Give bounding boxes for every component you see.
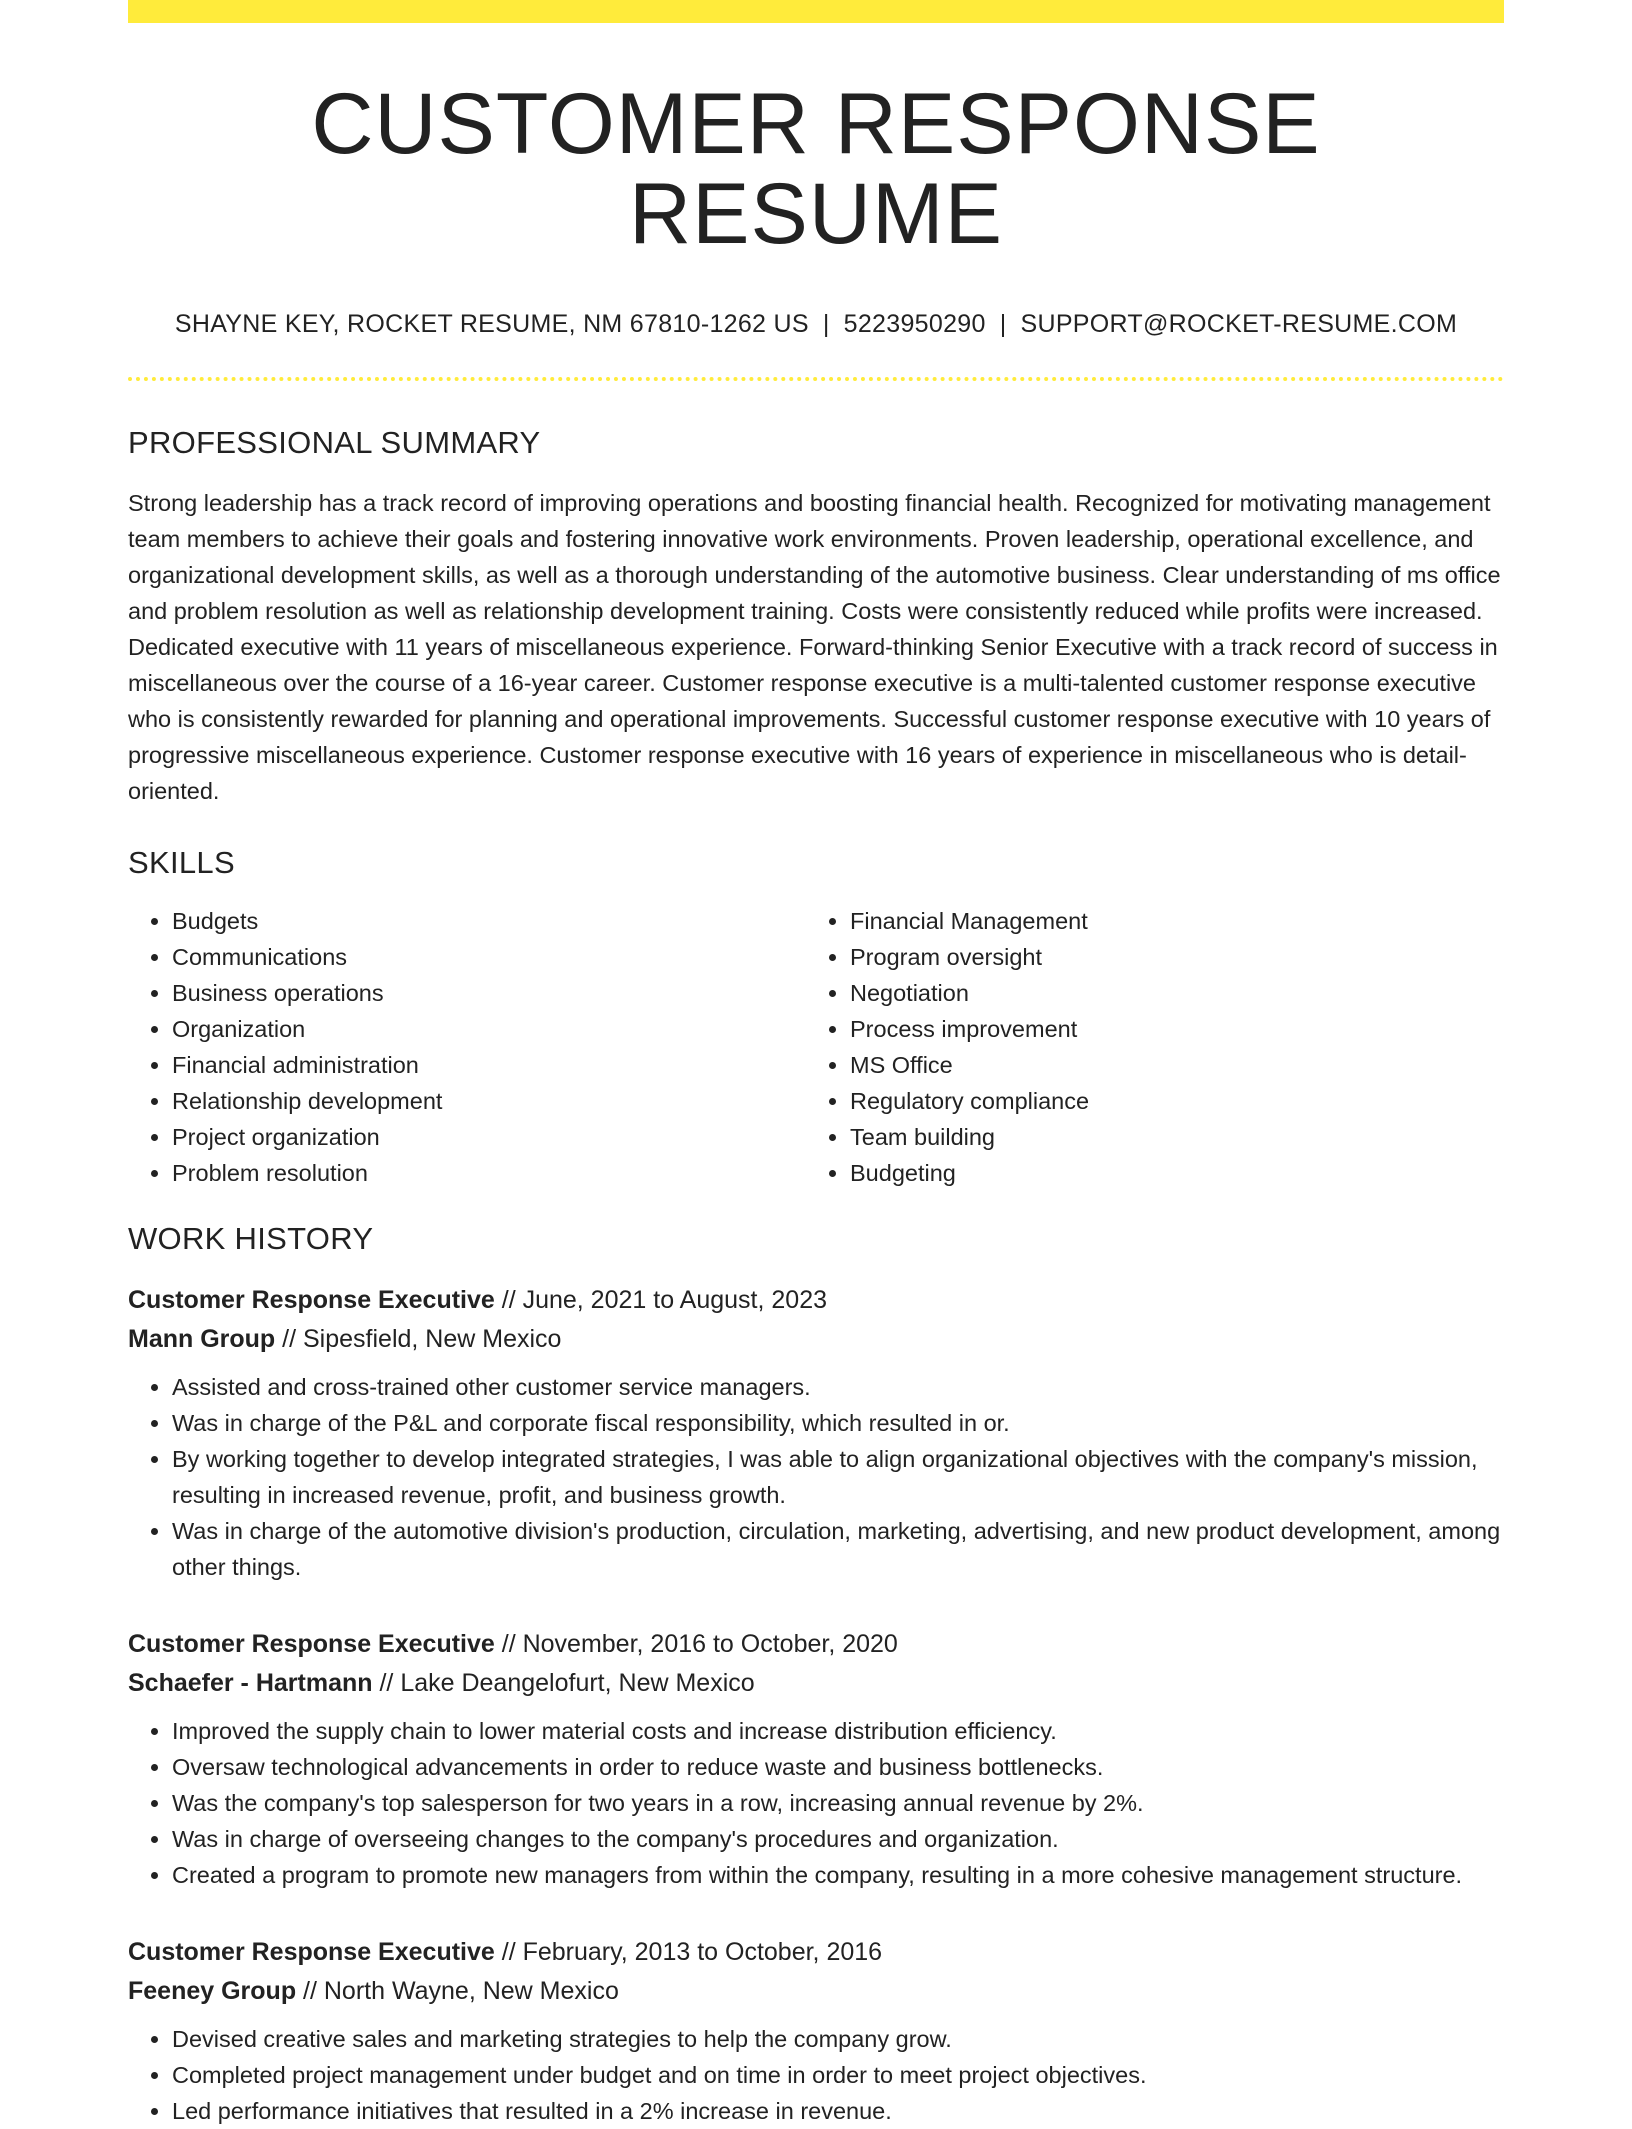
job-title-line bbox=[128, 1625, 1504, 1664]
skill-item: • Team building bbox=[850, 1119, 1484, 1155]
skill-item: • Problem resolution bbox=[172, 1155, 806, 1191]
job-title-line bbox=[128, 1281, 1504, 1320]
job-title: Customer Response Executive bbox=[128, 1285, 495, 1314]
contact-separator: | bbox=[999, 309, 1007, 338]
job-company-line bbox=[128, 1664, 1504, 1703]
job-bullet: • Was the company's top salesperson for two years in a row, increasing annual revenue by 2%. bbox=[172, 1785, 1504, 1821]
skills-heading: SKILLS bbox=[128, 844, 235, 880]
top-accent-bar bbox=[128, 0, 1504, 23]
skill-item: • Budgets bbox=[172, 903, 806, 939]
skill-item: • Business operations bbox=[172, 975, 806, 1011]
job-company-line bbox=[128, 1320, 1504, 1359]
skill-item: • Process improvement bbox=[850, 1011, 1484, 1047]
job-location: // Lake Deangelofurt, New Mexico bbox=[372, 1668, 755, 1697]
job-company-line bbox=[128, 1972, 1504, 2011]
job-bullet: • Oversaw technological advancements in order to reduce waste and business bottlenecks. bbox=[172, 1749, 1504, 1785]
job-bullet: • Assisted and cross-trained other customer service managers. bbox=[172, 1369, 1504, 1405]
job-dates: // November, 2016 to October, 2020 bbox=[494, 1629, 898, 1658]
job-bullet: • Was in charge of overseeing changes to the company's procedures and organization. bbox=[172, 1821, 1504, 1857]
job-bullet: • By working together to develop integrated strategies, I was able to align organizational objectives with the company's mission, resulting in increased revenue, profit, and business growth. bbox=[172, 1441, 1504, 1513]
resume-title: CUSTOMER RESPONSE RESUME bbox=[311, 76, 1321, 263]
contact-phone: 5223950290 bbox=[843, 309, 986, 338]
work-history-list bbox=[128, 1281, 1504, 2129]
job-bullet: • Created a program to promote new managers from within the company, resulting in a more cohesive management structure. bbox=[172, 1857, 1504, 1893]
job-dates: // June, 2021 to August, 2023 bbox=[494, 1285, 827, 1314]
job-bullet: • Was in charge of the P&L and corporate fiscal responsibility, which resulted in or. bbox=[172, 1405, 1504, 1441]
skill-item: • Project organization bbox=[172, 1119, 806, 1155]
dotted-divider bbox=[128, 377, 1504, 381]
resume-page bbox=[128, 0, 1504, 2129]
skill-item: • Communications bbox=[172, 939, 806, 975]
summary-heading: PROFESSIONAL SUMMARY bbox=[128, 424, 541, 460]
job-entry bbox=[128, 1933, 1504, 2129]
job-entry bbox=[128, 1625, 1504, 1893]
job-title-line bbox=[128, 1933, 1504, 1972]
job-dates: // February, 2013 to October, 2016 bbox=[494, 1937, 883, 1966]
skill-item: • Negotiation bbox=[850, 975, 1484, 1011]
job-company: Feeney Group bbox=[128, 1976, 297, 2005]
job-company: Schaefer - Hartmann bbox=[128, 1668, 373, 1697]
job-bullet: • Was in charge of the automotive division's production, circulation, marketing, advertising, and new product development, among other things. bbox=[172, 1513, 1504, 1585]
job-bullets bbox=[128, 2021, 1504, 2129]
work-history-heading: WORK HISTORY bbox=[128, 1220, 374, 1256]
job-title: Customer Response Executive bbox=[128, 1937, 495, 1966]
skills-column-left bbox=[128, 903, 806, 1191]
job-bullet: • Improved the supply chain to lower material costs and increase distribution efficiency. bbox=[172, 1713, 1504, 1749]
job-title: Customer Response Executive bbox=[128, 1629, 495, 1658]
job-bullets bbox=[128, 1713, 1504, 1893]
job-bullet: • Completed project management under budget and on time in order to meet project objectives. bbox=[172, 2057, 1504, 2093]
contact-separator: | bbox=[822, 309, 830, 338]
job-bullets bbox=[128, 1369, 1504, 1585]
skill-item: • MS Office bbox=[850, 1047, 1484, 1083]
job-company: Mann Group bbox=[128, 1324, 276, 1353]
skill-item: • Financial administration bbox=[172, 1047, 806, 1083]
skill-item: • Program oversight bbox=[850, 939, 1484, 975]
skill-item: • Organization bbox=[172, 1011, 806, 1047]
job-bullet: • Devised creative sales and marketing strategies to help the company grow. bbox=[172, 2021, 1504, 2057]
contact-line bbox=[128, 310, 1504, 339]
skill-item: • Budgeting bbox=[850, 1155, 1484, 1191]
skills-list bbox=[128, 903, 1504, 1191]
contact-email: SUPPORT@ROCKET-RESUME.COM bbox=[1020, 309, 1458, 338]
skills-column-right bbox=[806, 903, 1484, 1191]
skill-item: • Relationship development bbox=[172, 1083, 806, 1119]
job-location: // Sipesfield, New Mexico bbox=[275, 1324, 562, 1353]
contact-address: SHAYNE KEY, ROCKET RESUME, NM 67810-1262 US bbox=[174, 309, 809, 338]
job-location: // North Wayne, New Mexico bbox=[296, 1976, 619, 2005]
skill-item: • Regulatory compliance bbox=[850, 1083, 1484, 1119]
skill-item: • Financial Management bbox=[850, 903, 1484, 939]
job-entry bbox=[128, 1281, 1504, 1585]
job-bullet: • Led performance initiatives that resulted in a 2% increase in revenue. bbox=[172, 2093, 1504, 2129]
summary-text: Strong leadership has a track record of improving operations and boosting financial health. Recognized for motivating management team members to achieve their goals and fostering innovative work environments. Proven leadership, operational excellence, and organizational development skills, as well as a thorough understanding of the automotive business. Clear understanding of ms office and problem resolution as well as relationship development training. Costs were consistently reduced while profits were increased. Dedicated executive with 11 years of miscellaneous experience. Forward-thinking Senior Executive with a track record of success in miscellaneous over the course of a 16-year career. Customer response executive is a multi-talented customer response executive who is consistently rewarded for planning and operational improvements. Successful customer response executive with 10 years of progressive miscellaneous experience. Customer response executive with 16 years of experience in miscellaneous who is detail-oriented. bbox=[128, 489, 1501, 804]
